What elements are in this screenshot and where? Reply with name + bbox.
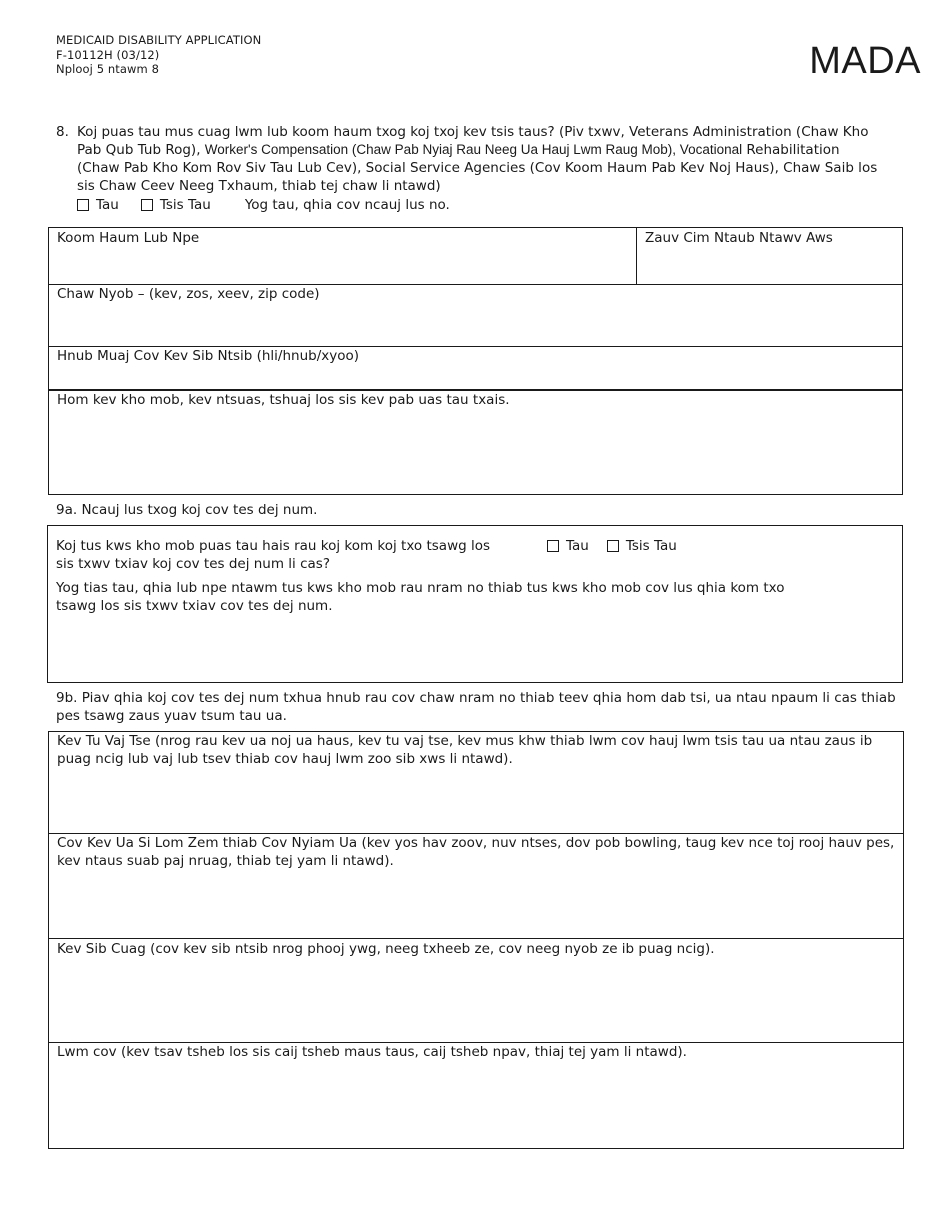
question-9a-title: 9a. Ncauj lus txog koj cov tes dej num. (56, 502, 318, 518)
social-field[interactable] (49, 940, 903, 1042)
form-code: MADA (809, 40, 921, 82)
question-8-text-part2: Worker's Compensation (Chaw Pab Nyiaj Rau Neeg Ua Hauj Lwm Raug Mob), Vocational (204, 142, 743, 157)
question-8-number: 8. (56, 124, 69, 140)
question-9b-title: 9b. Piav qhia koj cov tes dej num txhua hnub rau cov chaw nram no thiab teev qhia hom dab tsi, ua ntau npaum li cas thiab pes tsawg zaus yuav tsum tau ua. (56, 690, 896, 724)
question-8-options (77, 196, 886, 214)
agency-address-label: Chaw Nyob – (kev, zos, xeev, zip code) (57, 286, 320, 302)
q8-yes-label: Tau (96, 197, 119, 213)
other-label: Lwm cov (kev tsav tsheb los sis caij tsheb maus taus, caij tsheb npav, thiaj tej yam li ntawd). (57, 1044, 687, 1060)
agency-phone-label: Zauv Cim Ntaub Ntawv Aws (645, 230, 833, 246)
other-field[interactable] (49, 1043, 903, 1148)
treatment-label: Hom kev kho mob, kev ntsuas, tshuaj los sis kev pab uas tau txais. (57, 392, 510, 408)
agency-address-field[interactable] (49, 285, 902, 346)
question-9a-question: Koj tus kws kho mob puas tau hais rau koj kom koj txo tsawg los sis txwv txiav koj cov tes dej num li cas? (56, 538, 491, 572)
question-9a-if-yes: Yog tias tau, qhia lub npe ntawm tus kws kho mob rau nram no thiab tus kws kho mob cov lus qhia kom txo tsawg los sis txwv txiav cov tes dej num. (56, 580, 785, 614)
form-name: MEDICAID DISABILITY APPLICATION (56, 33, 262, 47)
q8-no-checkbox[interactable] (141, 199, 153, 211)
q9a-yes-label: Tau (566, 538, 589, 554)
visit-date-label: Hnub Muaj Cov Kev Sib Ntsib (hli/hnub/xyoo) (57, 348, 360, 364)
q8-yes-checkbox[interactable] (77, 199, 89, 211)
q9b-line-2 (48, 938, 904, 939)
agency-phone-field[interactable] (637, 229, 902, 284)
housework-label: Kev Tu Vaj Tse (nrog rau kev ua noj ua haus, kev tu vaj tse, kev mus khw thiab lwm cov hauj lwm tsis tau ua ntau zaus ib puag ncig lub vaj lub tsev thiab cov hauj lwm zoo sib xws li ntawd). (57, 733, 873, 767)
agency-name-field[interactable] (49, 229, 636, 284)
agency-name-label: Koom Haum Lub Npe (57, 230, 200, 246)
q8-no-label: Tsis Tau (159, 197, 211, 213)
question-8 (56, 123, 886, 214)
social-label: Kev Sib Cuag (cov kev sib ntsib nrog phooj ywg, neeg txheeb ze, cov neeg nyob ze ib puag ncig). (57, 941, 715, 957)
form-header (56, 33, 261, 77)
recreation-label: Cov Kev Ua Si Lom Zem thiab Cov Nyiam Ua (kev yos hav zoov, nuv ntses, dov pob bowling, taug kev nce toj rooj hauv pes, kev ntaus suab paj nruag, thiab tej yam li ntawd). (57, 835, 895, 869)
question-8-text-part3: Rehabilitation (Chaw Pab Kho Kom Rov Siv Tau Lub Cev), Social Service Agencies (Cov Koom Haum Pab Kev Noj Haus), Chaw Saib los sis Chaw Ceev Neeg Txhaum, thiab tej chaw li ntawd) (77, 142, 878, 194)
q9a-yes-checkbox[interactable] (547, 540, 559, 552)
q9a-no-label: Tsis Tau (625, 538, 677, 554)
q9a-no-checkbox[interactable] (607, 540, 619, 552)
question-9a-answer-area[interactable] (50, 616, 900, 680)
question-9a-options (547, 537, 677, 555)
question-8-text-part1: Koj puas tau mus cuag lwm lub koom haum txog koj txoj kev tsis taus? (Piv txwv, Veterans Administration (Chaw Kho Pab Qub Tub Rog), (77, 124, 869, 158)
visit-date-field[interactable] (49, 347, 902, 389)
page-number: Nplooj 5 ntawm 8 (56, 62, 160, 76)
housework-field[interactable] (49, 732, 903, 833)
form-number: F-10112H (03/12) (56, 47, 160, 62)
q8-if-yes-text: Yog tau, qhia cov ncauj lus no. (244, 197, 450, 213)
recreation-field[interactable] (49, 834, 903, 938)
treatment-field[interactable] (49, 391, 902, 494)
question-8-text (77, 123, 886, 195)
